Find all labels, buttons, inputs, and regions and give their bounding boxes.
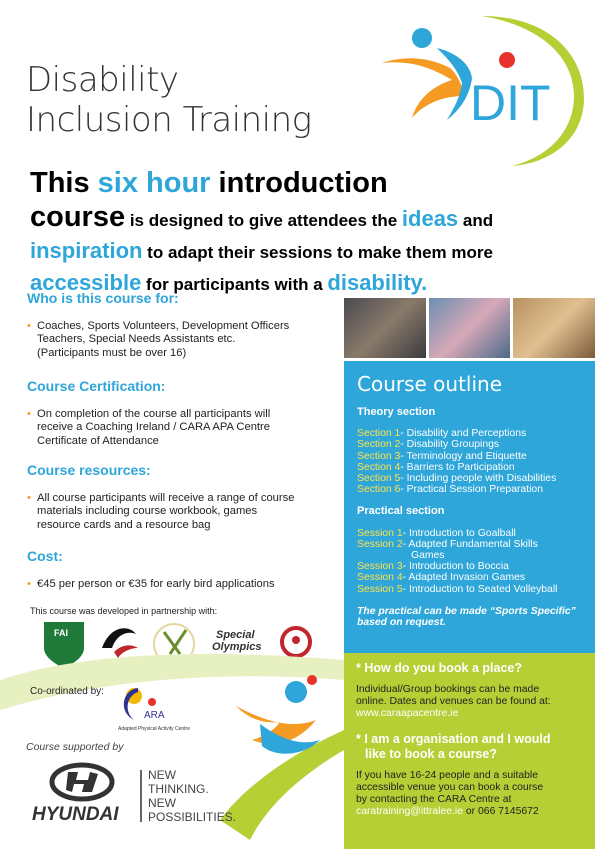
photo-1 xyxy=(344,298,426,358)
headline-highlight: disability xyxy=(327,270,422,295)
email-link[interactable]: caratraining@ittralee.ie xyxy=(356,806,464,817)
question-line: * I am a organisation and I would xyxy=(356,732,551,746)
headline-text: for participants with a xyxy=(141,275,328,294)
question-line: like to book a course? xyxy=(365,747,497,761)
fai-text: FAI xyxy=(54,628,69,638)
item-label: Section 2 xyxy=(357,439,401,451)
course-outline xyxy=(344,361,595,653)
cara-name: ARA xyxy=(144,710,165,721)
item-label: Session 2 xyxy=(357,538,403,550)
list-item xyxy=(357,584,582,595)
item-text: - Introduction to Seated Volleyball xyxy=(402,583,558,595)
headline-highlight: six hour xyxy=(97,167,211,199)
booking-question-2 xyxy=(356,732,583,762)
dit-logo xyxy=(362,8,592,168)
resources-line: resource cards and a resource bag xyxy=(37,518,211,531)
hyundai-tagline-2: THINKING. xyxy=(148,782,209,796)
who-line: (Participants must be over 16) xyxy=(37,346,187,359)
partner-text: This course was developed in partnership with: xyxy=(30,606,218,616)
list-item-continued: Games xyxy=(411,550,445,562)
website-link[interactable]: www.caraapacentre.ie xyxy=(356,708,459,719)
cara-logo xyxy=(108,680,218,740)
list-item xyxy=(357,572,582,583)
dit-text: DIT xyxy=(470,75,551,131)
photo-3 xyxy=(513,298,595,358)
cert-line: • On completion of the course all participants will xyxy=(37,407,271,420)
hyundai-logo xyxy=(26,762,346,832)
item-label: Section 4 xyxy=(357,461,401,473)
item-text: - Disability Groupings xyxy=(400,439,500,451)
headline xyxy=(30,166,585,300)
title-line-1: Disability xyxy=(26,60,179,100)
practical-note xyxy=(357,606,582,628)
item-label: Section 6 xyxy=(357,484,401,496)
list-item xyxy=(357,539,582,550)
booking-answer-2 xyxy=(356,770,583,818)
theory-list xyxy=(357,428,582,495)
headline-line-1 xyxy=(30,166,585,200)
phone-text: or 066 7145672 xyxy=(463,806,539,817)
note-line: based on request. xyxy=(357,617,446,629)
coordinated-label: Co-ordinated by: xyxy=(30,686,104,697)
olympics-text: Olympics xyxy=(212,641,262,653)
who-bullet xyxy=(27,320,337,361)
item-label: Session 4 xyxy=(357,572,403,584)
resources-bullet xyxy=(27,492,337,533)
hyundai-tagline-1: NEW xyxy=(148,768,176,782)
note-line: The practical can be made “Sports Specific” xyxy=(357,605,576,617)
item-text: - Introduction to Goalball xyxy=(402,527,516,539)
practical-heading: Practical section xyxy=(357,505,445,518)
headline-highlight: inspiration xyxy=(30,238,143,263)
item-label: Session 1 xyxy=(357,527,403,539)
item-label: Section 1 xyxy=(357,428,401,440)
list-item xyxy=(357,473,582,484)
cost-bullet: • €45 per person or €35 for early bird applications xyxy=(27,578,337,592)
resources-line: • All course participants will receive a range of course xyxy=(37,491,295,504)
list-item xyxy=(357,484,582,495)
blue-head-bottom xyxy=(285,681,307,703)
photo-strip xyxy=(344,298,595,358)
blue-head xyxy=(412,28,432,48)
headline-text: and xyxy=(458,211,494,230)
resources-section xyxy=(27,464,337,532)
item-text: - Barriers to Participation xyxy=(400,461,515,473)
red-head xyxy=(499,52,515,68)
answer-line: If you have 16-24 people and a suitable xyxy=(356,770,538,781)
hyundai-tagline-4: POSSIBILITIES. xyxy=(148,810,237,824)
cert-section xyxy=(27,380,337,448)
list-item xyxy=(357,451,582,462)
practical-list xyxy=(357,528,582,595)
booking-box xyxy=(344,653,595,849)
who-section xyxy=(27,292,337,360)
hyundai-h-icon xyxy=(66,772,98,792)
item-text: - Terminology and Etiquette xyxy=(400,450,527,462)
answer-line: accessible venue you can book a course xyxy=(356,782,544,793)
item-text: - Adapted Fundamental Skills xyxy=(402,538,538,550)
supported-label: Course supported by xyxy=(26,741,124,753)
dit-logo-graphic xyxy=(362,8,592,168)
item-label: Session 5 xyxy=(357,583,403,595)
cert-heading: Course Certification: xyxy=(27,378,166,394)
who-line: Teachers, Special Needs Assistants etc. xyxy=(37,333,236,345)
headline-text: This xyxy=(30,167,98,199)
resources-heading: Course resources: xyxy=(27,462,151,478)
headline-text: to adapt their sessions to make them more xyxy=(142,243,493,262)
item-text: - Adapted Invasion Games xyxy=(402,572,526,584)
who-heading: Who is this course for: xyxy=(27,290,179,306)
list-item xyxy=(357,561,582,572)
cost-section xyxy=(27,550,337,591)
answer-line: by contacting the CARA Centre at xyxy=(356,794,512,805)
photo-2 xyxy=(429,298,511,358)
list-item xyxy=(357,528,582,539)
cara-subtitle: Adapted Physical Activity Centre xyxy=(118,726,190,732)
booking-question-1: * How do you book a place? xyxy=(356,661,522,675)
item-label: Session 3 xyxy=(357,561,403,573)
cert-line: receive a Coaching Ireland / CARA APA Centre xyxy=(37,421,270,433)
item-text: - Introduction to Boccia xyxy=(402,561,509,573)
list-item xyxy=(357,428,582,439)
outline-title: Course outline xyxy=(357,372,503,396)
special-text: Special xyxy=(216,629,255,641)
item-label: Section 3 xyxy=(357,450,401,462)
who-line: • Coaches, Sports Volunteers, Development Officers xyxy=(37,319,290,332)
answer-line: Individual/Group bookings can be made xyxy=(356,684,540,695)
cert-bullet xyxy=(27,408,337,449)
headline-highlight: ideas xyxy=(401,206,459,231)
page-title xyxy=(26,60,312,140)
theory-heading: Theory section xyxy=(357,406,436,418)
list-item xyxy=(357,462,582,473)
cost-heading: Cost: xyxy=(27,548,63,564)
headline-line-3 xyxy=(30,236,585,268)
headline-text: course xyxy=(30,201,126,233)
cara-red-dot-icon xyxy=(148,698,156,706)
red-dot-bottom xyxy=(307,675,317,685)
hyundai-brand: HYUNDAI xyxy=(32,804,119,825)
title-line-2: Inclusion Training xyxy=(26,100,312,140)
cert-line: Certificate of Attendance xyxy=(37,434,159,447)
course-outline-panel xyxy=(344,298,595,849)
orange-figure xyxy=(382,58,464,118)
headline-highlight: accessible xyxy=(30,270,142,295)
resources-line: materials including course workbook, games xyxy=(37,505,258,517)
headline-text: is designed to give attendees the xyxy=(125,211,402,230)
headline-highlight: . xyxy=(421,270,428,295)
headline-text: introduction xyxy=(210,167,388,199)
headline-line-2 xyxy=(30,200,585,236)
hyundai-tagline-3: NEW xyxy=(148,796,176,810)
cara-c-icon xyxy=(124,688,138,720)
booking-answer-1 xyxy=(356,684,583,720)
item-text: - Disability and Perceptions xyxy=(400,428,527,440)
list-item xyxy=(357,439,582,450)
answer-line: online. Dates and venues can be found at: xyxy=(356,696,551,707)
item-label: Section 5 xyxy=(357,473,401,485)
item-text: - Including people with Disabilities xyxy=(400,473,557,485)
item-text: - Practical Session Preparation xyxy=(400,484,543,496)
